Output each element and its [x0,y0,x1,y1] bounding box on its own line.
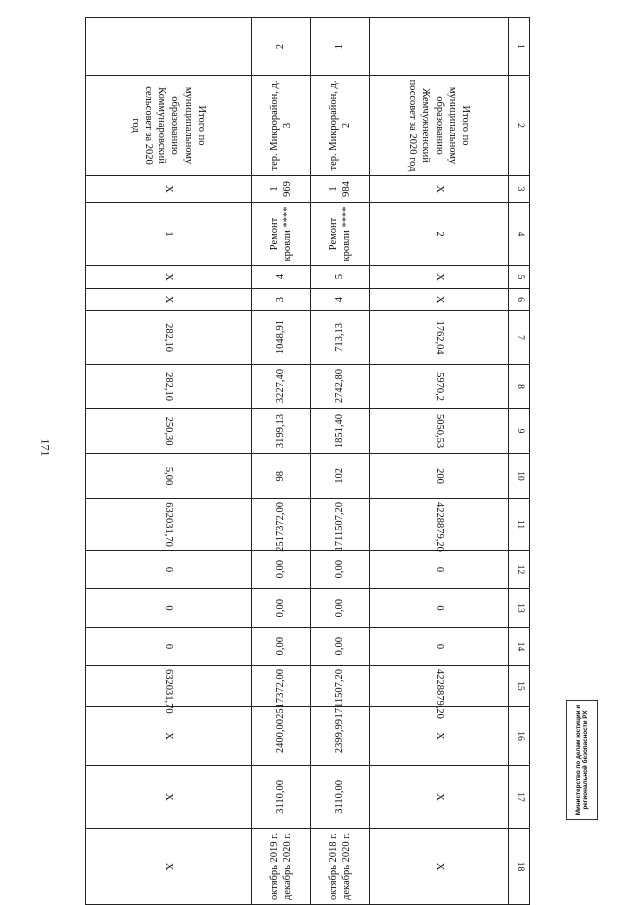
column-number-cell: 15 [509,666,530,707]
column-number-cell: 4 [509,203,530,266]
table-cell [251,76,310,176]
table-cell [370,311,509,365]
cell-text: X [433,185,445,193]
cell-text: 1711507,20 [334,502,346,552]
table-cell [251,365,310,409]
cell-text: 4 [275,274,287,280]
cell-text: 0,00 [275,560,287,579]
cell-text: тер. Микрорайон, д. 2 [327,80,352,171]
cell-text: 1851,40 [334,413,346,449]
table-cell [86,454,252,499]
table-cell [370,289,509,311]
cell-text: тер. Микрорайон, д. 3 [268,80,293,171]
table-cell [86,499,252,551]
cell-text: X [162,793,174,801]
cell-text: 0 [162,605,174,611]
table-cell [370,176,509,203]
table-cell [251,499,310,551]
column-number-cell: 10 [509,454,530,499]
column-number-cell: 3 [509,176,530,203]
table-cell [310,499,369,551]
cell-text: 5050,53 [433,413,445,449]
cell-text: 5,00 [162,466,174,486]
table-cell [310,176,369,203]
table-cell [370,589,509,628]
table-cell [251,766,310,829]
cell-text: 3110,00 [275,780,287,814]
rotated-table-frame [85,17,530,900]
cell-text: 1 [162,231,174,237]
ministry-stamp [566,700,598,820]
cell-text: Ремонт кровли **** [268,206,293,262]
cell-text: 0 [433,566,445,573]
table-cell [310,628,369,666]
column-number-cell: 1 [509,18,530,76]
cell-text: 98 [275,470,287,482]
cell-text: 250,30 [162,416,174,446]
table-cell [370,628,509,666]
table-cell [251,829,310,905]
table-cell [370,551,509,589]
table-cell [310,829,369,905]
cell-text: Ремонт кровли **** [327,206,352,262]
cell-text: 2 [275,43,287,50]
cell-text: 200 [433,468,445,484]
table-cell [86,551,252,589]
cell-text: 2400,00 [275,718,287,754]
cell-text: 4 [334,296,346,303]
cell-text: X [433,732,445,740]
table-cell [251,628,310,666]
table-cell [86,365,252,409]
column-number-cell: 8 [509,365,530,409]
cell-text: 0 [433,643,445,650]
cell-text: X [433,793,445,801]
cell-text: X [162,295,174,304]
column-number-cell: 14 [509,628,530,666]
cell-text: 0,00 [334,560,346,579]
cell-text: 632031,70 [162,669,174,714]
table-cell [310,365,369,409]
column-number-cell: 13 [509,589,530,628]
cell-text: 3199,13 [275,413,287,449]
table-cell [251,311,310,365]
table-cell [310,203,369,266]
table-row [251,18,310,905]
table-cell [251,666,310,719]
table-cell [86,311,252,365]
cell-text: 1 [334,43,346,50]
table-cell [86,829,252,905]
table-cell [86,203,252,266]
cell-text: 4228879,20 [433,669,445,719]
cell-text: 713,13 [334,323,346,352]
table-row [310,18,369,905]
table-cell [310,454,369,499]
table-cell [251,266,310,289]
cell-text: X [162,273,174,281]
table-row [86,18,252,905]
column-number-cell: 12 [509,551,530,589]
table-cell [370,499,509,551]
cell-text: 632031,70 [162,502,174,547]
table-cell [86,289,252,311]
table-cell [86,266,252,289]
table-cell [370,76,509,176]
table-cell [86,628,252,666]
cell-text: 1762,04 [433,320,445,355]
cell-text: 4228879,20 [433,502,445,552]
table-cell [370,454,509,499]
cell-text: 2517372,00 [275,502,287,552]
table-cell [310,666,369,719]
cell-text: Итого по муниципальному образованию Жемчужненский поссовет за 2020 год [407,79,471,172]
table-cell [251,18,310,76]
table-cell [370,266,509,289]
table-cell [251,409,310,454]
column-number-cell: 2 [509,76,530,176]
cell-text: 5970,2 [433,372,445,401]
table-cell [370,829,509,905]
table-cell [86,589,252,628]
table-cell [251,589,310,628]
table-cell [310,289,369,311]
column-number-row [509,18,530,905]
table-cell [86,666,252,714]
cell-text: 3110,00 [334,780,346,814]
cell-text: X [433,273,445,281]
column-number-cell: 16 [509,707,530,766]
column-number-cell: 18 [509,829,530,905]
table-cell [310,589,369,628]
table-cell [251,454,310,499]
cell-text: 0 [162,643,174,650]
cell-text: 1711507,20 [334,669,346,719]
cell-text: 0,00 [275,598,287,618]
cell-text: 1 984 [327,181,352,197]
cell-text: X [162,862,174,871]
table-cell [310,311,369,365]
stamp-text: Министерство по делам юстиции и региональной безопасности РХ [574,704,589,816]
cell-text: 0,00 [334,637,346,656]
cell-text: 0 [162,566,174,573]
column-number-cell: 7 [509,311,530,365]
table-cell [86,76,252,176]
table-cell [251,203,310,266]
table-cell [370,409,509,454]
cell-text: октябрь 2019 г. декабрь 2020 г. [268,833,293,900]
table-cell [251,176,310,203]
cell-text: X [433,862,445,871]
table-cell [86,707,252,766]
cell-text: 3 [275,296,287,303]
table-cell [310,766,369,829]
cell-text: X [162,732,174,740]
cell-text: 2742,80 [334,369,346,404]
document-table-container [85,17,530,900]
cell-text: октябрь 2018 г. декабрь 2020 г. [327,833,352,900]
capital-repair-table [85,17,530,905]
cell-text: 3227,40 [275,369,287,404]
cell-text: 5 [334,274,346,280]
column-number-cell: 5 [509,266,530,289]
table-cell [370,203,509,266]
table-row [370,18,509,905]
cell-text: Итого по муниципальному образованию Коммунаровский сельсовет за 2020 год [130,86,207,165]
column-number-cell: 17 [509,766,530,829]
table-cell [370,666,509,719]
table-cell [370,365,509,409]
column-number-cell: 11 [509,499,530,551]
table-cell [251,551,310,589]
table-cell [310,76,369,176]
table-cell [310,266,369,289]
cell-text: 2 [433,231,445,237]
table-cell [86,766,252,829]
table-cell [86,176,252,203]
cell-text: 0 [433,605,445,611]
table-cell [370,18,509,76]
cell-text: 2517372,00 [275,669,287,719]
cell-text: X [162,185,174,193]
table-cell [310,409,369,454]
column-number-cell: 9 [509,409,530,454]
cell-text: 1 969 [268,181,293,197]
cell-text: 282,10 [162,323,174,352]
cell-text: 2399,99 [334,718,346,754]
table-cell [86,409,252,454]
cell-text: 0,00 [334,598,346,618]
cell-text: X [433,295,445,304]
table-cell [86,18,252,76]
cell-text: 1048,91 [275,320,287,355]
cell-text: 282,10 [162,372,174,401]
table-cell [310,18,369,76]
table-cell [310,551,369,589]
table-cell [370,766,509,829]
column-number-cell: 6 [509,289,530,311]
table-cell [251,289,310,311]
page-number: 171 [38,438,53,457]
cell-text: 0,00 [275,637,287,656]
cell-text: 102 [334,468,346,484]
